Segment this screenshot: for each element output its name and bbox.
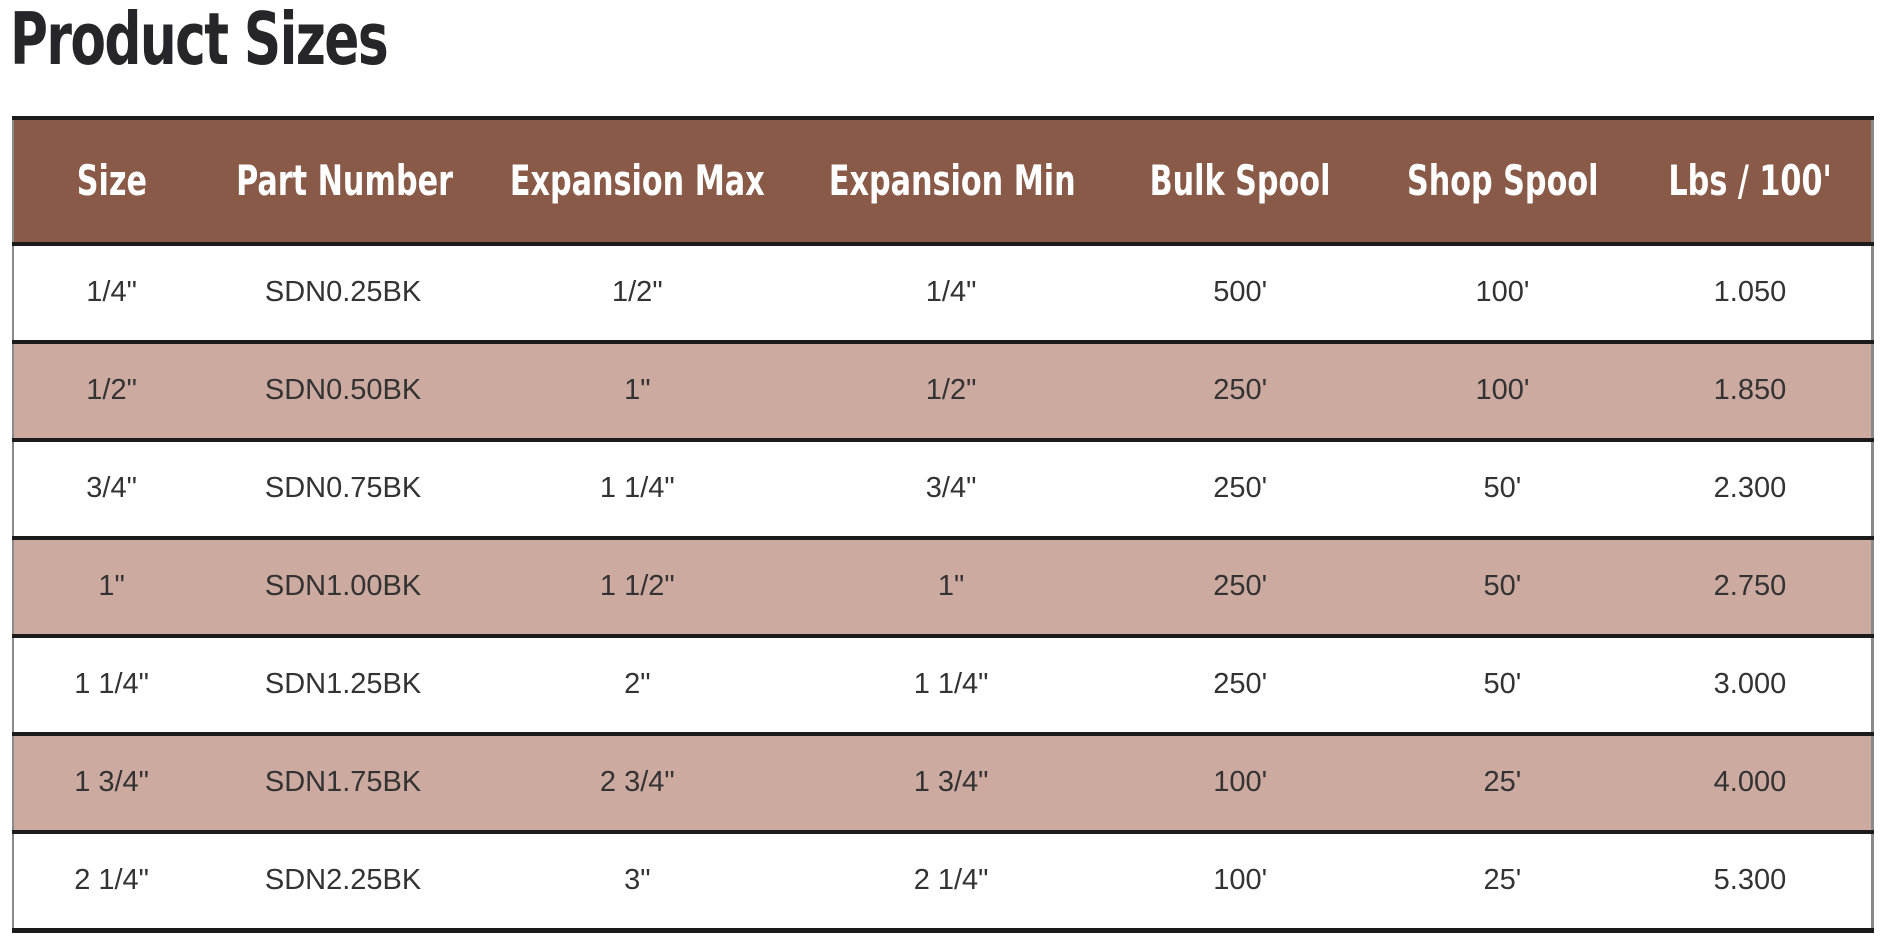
column-header-bulk-spool-label: Bulk Spool	[1149, 156, 1331, 206]
cell-shop-spool: 25'	[1376, 832, 1629, 931]
cell-size: 2 1/4"	[13, 832, 209, 931]
table-row	[13, 342, 1873, 440]
cell-expansion-max: 1 1/2"	[477, 538, 798, 636]
cell-part-number: SDN0.75BK	[209, 440, 477, 538]
cell-lbs-per-100: 5.300	[1629, 832, 1873, 931]
cell-lbs-per-100: 1.850	[1629, 342, 1873, 440]
cell-expansion-min: 2 1/4"	[798, 832, 1105, 931]
cell-lbs-per-100: 3.000	[1629, 636, 1873, 734]
cell-expansion-max: 1"	[477, 342, 798, 440]
cell-size: 1 3/4"	[13, 734, 209, 832]
cell-part-number: SDN1.00BK	[209, 538, 477, 636]
cell-expansion-min: 3/4"	[798, 440, 1105, 538]
cell-expansion-min: 1/4"	[798, 244, 1105, 342]
cell-size: 1 1/4"	[13, 636, 209, 734]
cell-bulk-spool: 250'	[1105, 440, 1376, 538]
cell-bulk-spool: 250'	[1105, 636, 1376, 734]
cell-part-number: SDN1.25BK	[209, 636, 477, 734]
cell-expansion-min: 1 1/4"	[798, 636, 1105, 734]
column-header-size-label: Size	[76, 156, 147, 206]
column-header-bulk-spool	[1105, 118, 1376, 244]
column-header-lbs-per-100-label: Lbs / 100'	[1668, 156, 1832, 206]
cell-shop-spool: 50'	[1376, 440, 1629, 538]
cell-bulk-spool: 250'	[1105, 538, 1376, 636]
cell-expansion-min: 1 3/4"	[798, 734, 1105, 832]
cell-expansion-max: 1 1/4"	[477, 440, 798, 538]
cell-bulk-spool: 250'	[1105, 342, 1376, 440]
cell-lbs-per-100: 1.050	[1629, 244, 1873, 342]
cell-shop-spool: 25'	[1376, 734, 1629, 832]
cell-lbs-per-100: 2.750	[1629, 538, 1873, 636]
column-header-size	[13, 118, 209, 244]
column-header-shop-spool	[1376, 118, 1629, 244]
column-header-expansion-max	[477, 118, 798, 244]
cell-bulk-spool: 100'	[1105, 832, 1376, 931]
column-header-expansion-min-label: Expansion Min	[828, 156, 1076, 206]
cell-size: 1/2"	[13, 342, 209, 440]
cell-shop-spool: 100'	[1376, 342, 1629, 440]
column-header-expansion-min	[798, 118, 1105, 244]
cell-expansion-max: 2"	[477, 636, 798, 734]
table-row	[13, 832, 1873, 931]
column-header-expansion-max-label: Expansion Max	[509, 156, 765, 206]
table-row	[13, 734, 1873, 832]
page-title: Product Sizes	[10, 0, 388, 81]
column-header-lbs-per-100	[1629, 118, 1873, 244]
table-row	[13, 244, 1873, 342]
cell-expansion-min: 1/2"	[798, 342, 1105, 440]
cell-expansion-min: 1"	[798, 538, 1105, 636]
cell-lbs-per-100: 2.300	[1629, 440, 1873, 538]
cell-shop-spool: 50'	[1376, 538, 1629, 636]
column-header-part-number-label: Part Number	[236, 156, 454, 206]
cell-expansion-max: 1/2"	[477, 244, 798, 342]
cell-part-number: SDN0.50BK	[209, 342, 477, 440]
column-header-part-number	[209, 118, 477, 244]
cell-size: 3/4"	[13, 440, 209, 538]
table-header-row	[13, 118, 1873, 244]
cell-shop-spool: 50'	[1376, 636, 1629, 734]
cell-size: 1/4"	[13, 244, 209, 342]
cell-bulk-spool: 500'	[1105, 244, 1376, 342]
cell-lbs-per-100: 4.000	[1629, 734, 1873, 832]
cell-bulk-spool: 100'	[1105, 734, 1376, 832]
cell-part-number: SDN0.25BK	[209, 244, 477, 342]
table-row	[13, 636, 1873, 734]
cell-expansion-max: 2 3/4"	[477, 734, 798, 832]
cell-expansion-max: 3"	[477, 832, 798, 931]
cell-part-number: SDN1.75BK	[209, 734, 477, 832]
table-row	[13, 440, 1873, 538]
cell-shop-spool: 100'	[1376, 244, 1629, 342]
cell-part-number: SDN2.25BK	[209, 832, 477, 931]
table-row	[13, 538, 1873, 636]
cell-size: 1"	[13, 538, 209, 636]
column-header-shop-spool-label: Shop Spool	[1406, 156, 1599, 206]
product-sizes-table	[12, 116, 1874, 933]
